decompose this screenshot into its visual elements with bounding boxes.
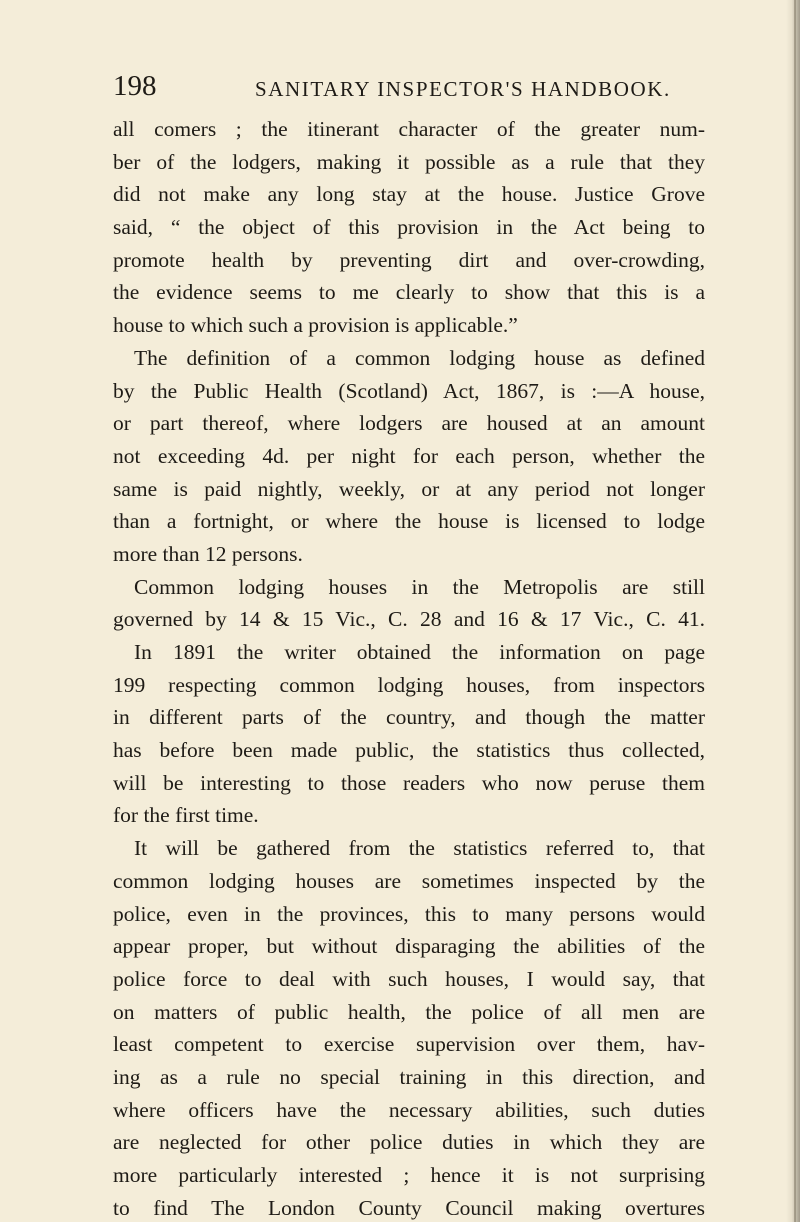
text-line: the evidence seems to me clearly to show that this is a xyxy=(113,280,705,305)
text-line: has before been made public, the statistics thus collected, xyxy=(113,738,705,763)
text-line: than a fortnight, or where the house is licensed to lodge xyxy=(113,509,705,534)
text-line: common lodging houses are sometimes inspected by the xyxy=(113,868,705,893)
paragraph xyxy=(113,571,705,636)
text-line: police force to deal with such houses, I would say, that xyxy=(113,966,705,991)
text-line: are neglected for other police duties in which they are xyxy=(113,1130,705,1155)
text-line: police, even in the provinces, this to many persons would xyxy=(113,901,705,926)
text-line: on matters of public health, the police of all men are xyxy=(113,999,705,1024)
text-line: more particularly interested ; hence it is not surprising xyxy=(113,1163,705,1187)
text-line: 199 respecting common lodging houses, from inspectors xyxy=(113,672,705,697)
page-edge-line xyxy=(794,0,796,1222)
page-header xyxy=(113,66,713,106)
text-line: will be interesting to those readers who now peruse them xyxy=(113,770,705,795)
text-line: said, “ the object of this provision in the Act being to xyxy=(113,215,705,240)
text-line: house to which such a provision is applicable.” xyxy=(113,313,518,338)
text-line: for the first time. xyxy=(113,803,259,828)
text-line: In 1891 the writer obtained the information on page xyxy=(134,640,705,664)
text-line: Common lodging houses in the Metropolis are still xyxy=(134,574,705,599)
text-line: or part thereof, where lodgers are housed at an amount xyxy=(113,411,705,436)
text-line: all comers ; the itinerant character of the greater num- xyxy=(113,117,705,141)
text-line: by the Public Health (Scotland) Act, 1867, is :—A house, xyxy=(113,378,705,403)
text-line: where officers have the necessary abilities, such duties xyxy=(113,1097,705,1122)
body-text xyxy=(113,113,705,1222)
paragraph xyxy=(113,832,705,1222)
text-line: promote health by preventing dirt and over-crowding, xyxy=(113,247,705,272)
text-line: not exceeding 4d. per night for each person, whether the xyxy=(113,443,705,468)
page-number: 198 xyxy=(113,70,157,102)
text-line: in different parts of the country, and though the matter xyxy=(113,705,705,730)
text-line: least competent to exercise supervision over them, hav- xyxy=(113,1032,705,1057)
text-line: same is paid nightly, weekly, or at any period not longer xyxy=(113,476,705,501)
paragraph xyxy=(113,342,705,571)
text-line: did not make any long stay at the house. Justice Grove xyxy=(113,182,705,207)
text-line: appear proper, but without disparaging the abilities of the xyxy=(113,934,705,959)
text-line: ing as a rule no special training in this direction, and xyxy=(113,1064,705,1089)
text-line: The definition of a common lodging house as defined xyxy=(134,345,705,370)
paragraph xyxy=(113,113,705,342)
text-line: governed by 14 & 15 Vic., C. 28 and 16 & 17 Vic., C. 41. xyxy=(113,607,705,632)
running-head: SANITARY INSPECTOR'S HANDBOOK. xyxy=(255,77,671,101)
page-edge-shadow xyxy=(786,0,800,1222)
text-line: ber of the lodgers, making it possible as a rule that they xyxy=(113,149,705,174)
text-line: It will be gathered from the statistics referred to, that xyxy=(134,836,705,861)
text-line: to find The London County Council making overtures xyxy=(113,1195,705,1220)
text-line: more than 12 persons. xyxy=(113,541,303,566)
paragraph xyxy=(113,636,705,832)
